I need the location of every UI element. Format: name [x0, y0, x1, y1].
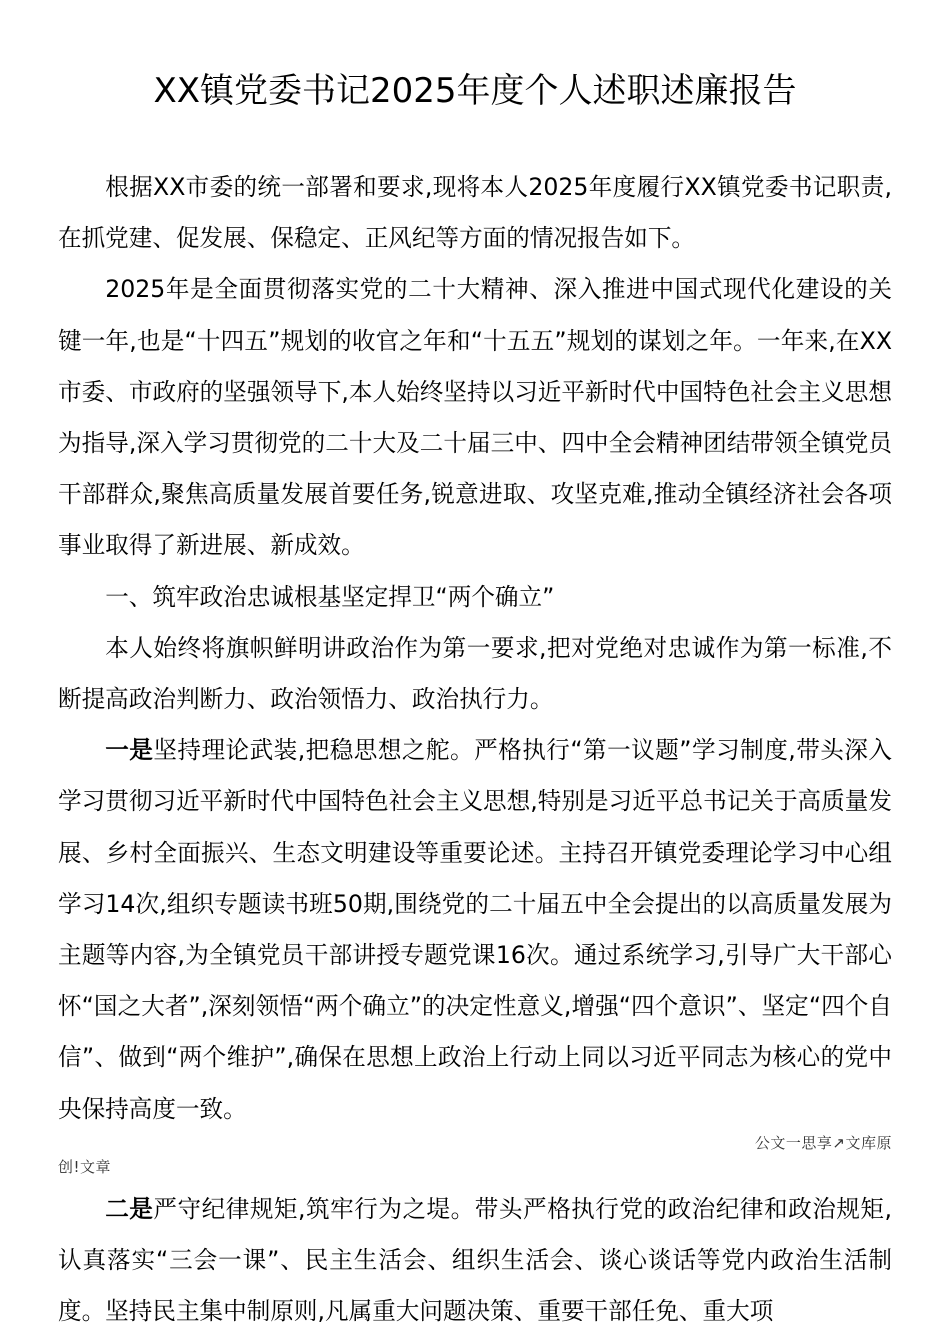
paragraph-background: 2025年是全面贯彻落实党的二十大精神、深入推进中国式现代化建设的关键一年,也是“十四五”规划的收官之年和“十五五”规划的谋划之年。一年来,在XX市委、市政府的坚强领导下,本人始终坚持以习近平新时代中国特色社会主义思想为指导,深入学习贯彻党的二十大及二十届三中、四中全会精神团结带领全镇党员干部群众,聚焦高质量发展首要任务,锐意进取、攻坚克难,推动全镇经济社会各项事业取得了新进展、新成效。: [58, 275, 892, 560]
paragraph-intro: 根据XX市委的统一部署和要求,现将本人2025年度履行XX镇党委书记职责,在抓党建、促发展、保稳定、正风纪等方面的情况报告如下。: [58, 173, 892, 253]
watermark-text-1: 公文一思享↗文库原: [754, 1133, 892, 1152]
watermark-text-2: 创!文章: [58, 1157, 112, 1176]
point-2-text: 严守纪律规矩,筑牢行为之堤。带头严格执行党的政治纪律和政治规矩,认真落实“三会一课”、民主生活会、组织生活会、谈心谈话等党内政治生活制度。坚持民主集中制原则,凡属重大问题决策、重要干部任免、重大项: [58, 1194, 893, 1326]
point-1-lead: 一是: [105, 736, 154, 765]
point-2-lead: 二是: [105, 1194, 154, 1223]
document-title: XX镇党委书记2025年度个人述职述廉报告: [153, 71, 797, 111]
paragraph-point-1: [58, 725, 892, 1135]
point-1-text: 坚持理论武装,把稳思想之舵。严格执行“第一议题”学习制度,带头深入学习贯彻习近平新时代中国特色社会主义思想,特别是习近平总书记关于高质量发展、乡村全面振兴、生态文明建设等重要论述。主持召开镇党委理论学习中心组学习14次,组织专题读书班50期,围绕党的二十届五中全会提出的以高质量发展为主题等内容,为全镇党员干部讲授专题党课16次。通过系统学习,引导广大干部心怀“国之大者”,深刻领悟“两个确立”的决定性意义,增强“四个意识”、坚定“四个自信”、做到“两个维护”,确保在思想上政治上行动上同以习近平同志为核心的党中央保持高度一致。: [58, 736, 893, 1123]
section-heading-1: 一、筑牢政治忠诚根基坚定捍卫“两个确立”: [105, 582, 555, 611]
paragraph-point-2: [58, 1184, 892, 1338]
paragraph-section-1-summary: 本人始终将旗帜鲜明讲政治作为第一要求,把对党绝对忠诚作为第一标准,不断提高政治判断力、政治领悟力、政治执行力。: [58, 633, 892, 714]
document-body: [58, 162, 892, 1337]
